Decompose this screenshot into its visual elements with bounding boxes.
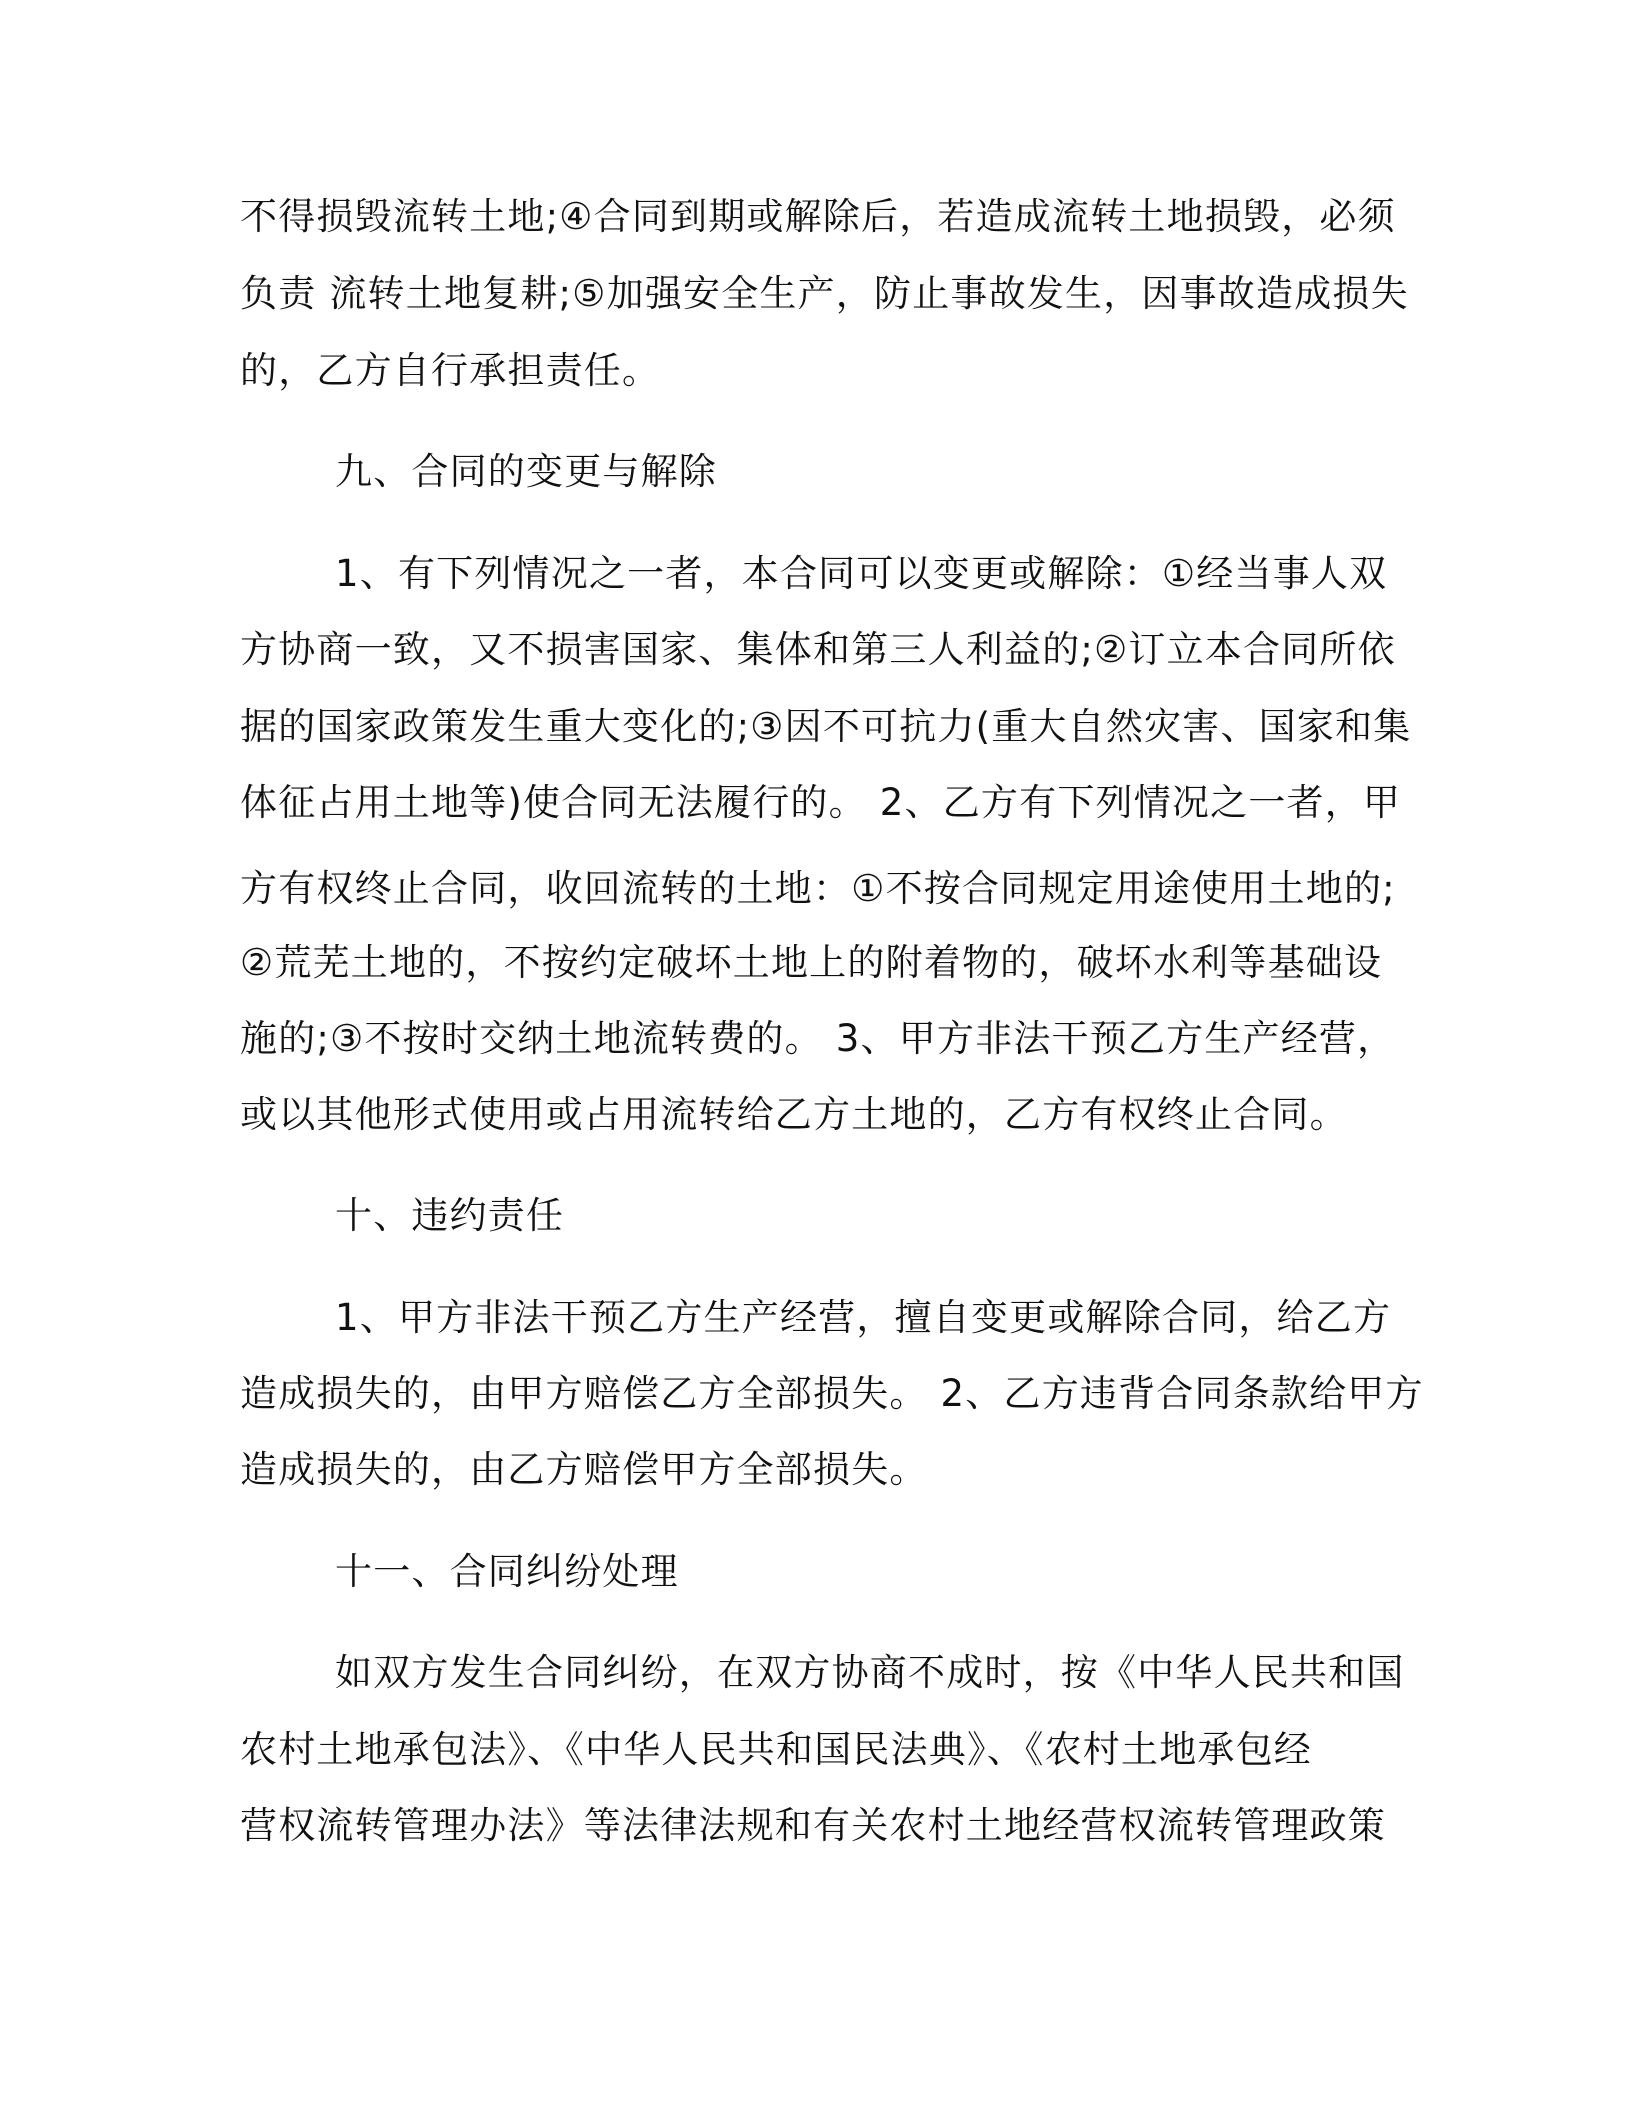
paragraph-line: 或以其他形式使用或占用流转给乙方土地的，乙方有权终止合同。 — [240, 1093, 1348, 1136]
paragraph-line: 不得损毁流转土地;④合同到期或解除后，若造成流转土地损毁，必须 — [240, 195, 1396, 238]
section-heading: 九、合同的变更与解除 — [335, 450, 717, 493]
paragraph-line: 1、甲方非法干预乙方生产经营，擅自变更或解除合同，给乙方 — [335, 1296, 1392, 1339]
paragraph-line: 施的;③不按时交纳土地流转费的。 3、甲方非法干预乙方生产经营， — [240, 1017, 1396, 1060]
section-heading: 十、违约责任 — [335, 1194, 565, 1237]
paragraph-line: 方有权终止合同，收回流转的土地：①不按合同规定用途使用土地的; — [240, 867, 1396, 910]
paragraph-line: 营权流转管理办法》等法律法规和有关农村土地经营权流转管理政策 — [240, 1804, 1386, 1847]
paragraph-line: 造成损失的，由甲方赔偿乙方全部损失。 2、乙方违背合同条款给甲方 — [240, 1372, 1424, 1415]
paragraph-line: 如双方发生合同纠纷，在双方协商不成时，按《中华人民共和国 — [335, 1651, 1405, 1694]
paragraph-line: 负责 流转土地复耕;⑤加强安全生产，防止事故发生，因事故造成损失 — [240, 272, 1409, 315]
paragraph-line: 据的国家政策发生重大变化的;③因不可抗力(重大自然灾害、国家和集 — [240, 705, 1412, 748]
paragraph-line: 1、有下列情况之一者，本合同可以变更或解除：①经当事人双 — [335, 552, 1388, 595]
paragraph-line: ②荒芜土地的，不按约定破坏土地上的附着物的，破坏水利等基础设 — [240, 941, 1383, 984]
paragraph-line: 农村土地承包法》、《中华人民共和国民法典》、《农村土地承包经 — [240, 1728, 1312, 1771]
paragraph-line: 造成损失的，由乙方赔偿甲方全部损失。 — [240, 1448, 928, 1491]
paragraph-line: 的，乙方自行承担责任。 — [240, 349, 661, 392]
paragraph-line: 体征占用土地等)使合同无法履行的。 2、乙方有下列情况之一者，甲 — [240, 781, 1402, 824]
paragraph-line: 方协商一致，又不损害国家、集体和第三人利益的;②订立本合同所依 — [240, 628, 1396, 671]
section-heading: 十一、合同纠纷处理 — [335, 1550, 679, 1593]
